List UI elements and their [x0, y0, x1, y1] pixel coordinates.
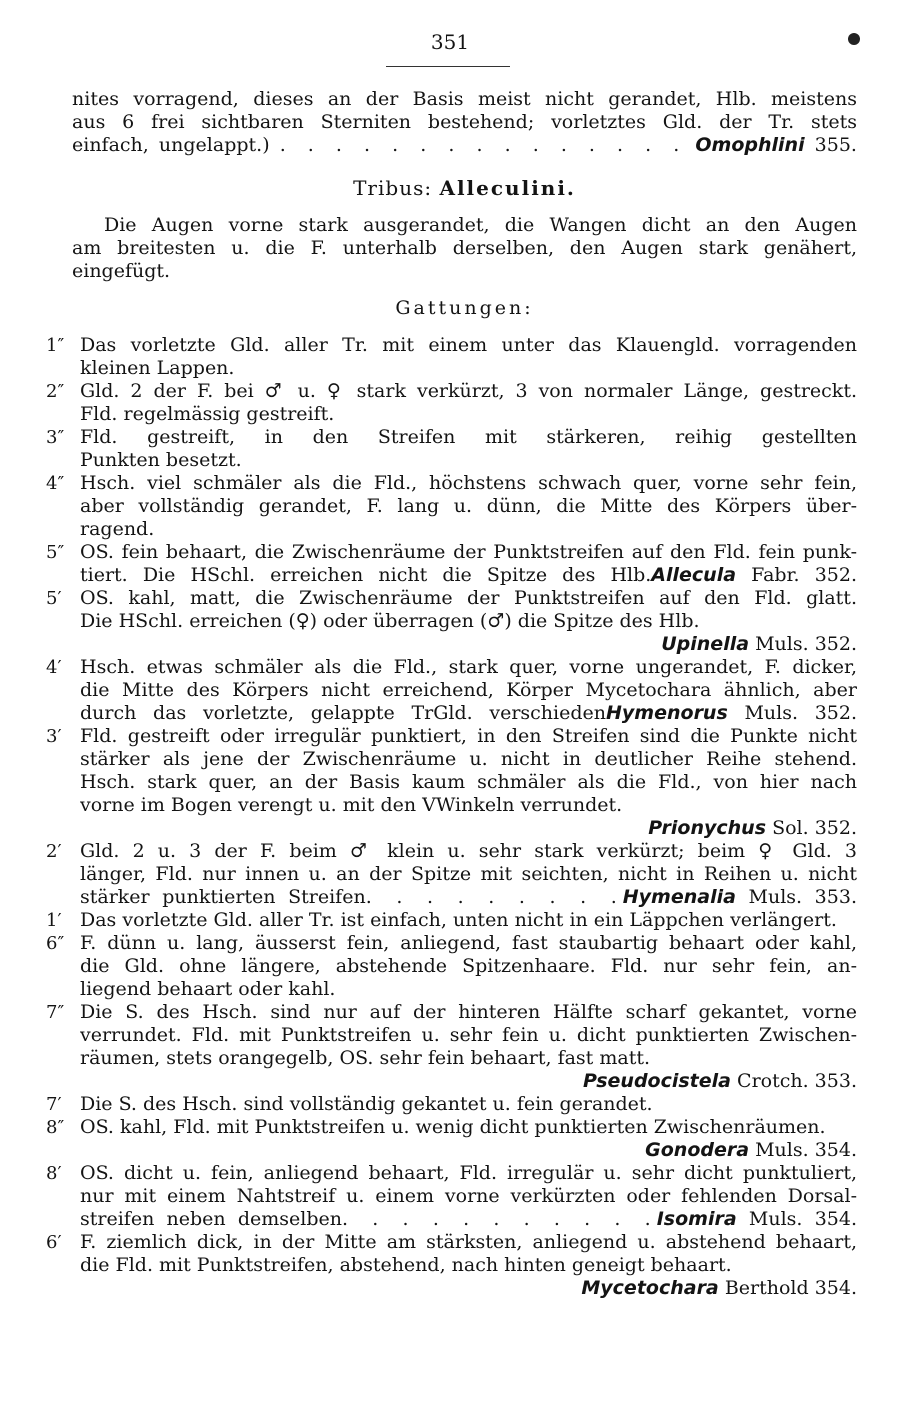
- key-text: [80, 932, 857, 1001]
- key-line: Hsch. etwas schmäler als die Fld., stark quer, vorne ungerandet, F. dicker,: [80, 656, 857, 678]
- key-number: 4″: [46, 473, 65, 494]
- key-entry: [46, 725, 857, 840]
- key-text: [80, 1231, 857, 1300]
- key-entries: [46, 334, 857, 1300]
- key-line: Hsch. viel schmäler als die Fld., höchstens schwach quer, vorne sehr fein,: [80, 472, 857, 494]
- genus-line: [80, 817, 857, 840]
- key-text: [80, 725, 857, 840]
- key-text: [80, 1162, 857, 1231]
- key-number: 8′: [46, 1163, 62, 1184]
- key-line-text: stärker punktierten Streifen: [80, 886, 366, 908]
- genus-name: Mycetochara: [581, 1277, 719, 1299]
- key-line: Fld. regelmässig gestreift.: [80, 403, 335, 425]
- tribus-label: Tribus:: [353, 177, 433, 200]
- genus-line: [80, 1139, 857, 1162]
- key-entry: [46, 472, 857, 541]
- key-line: Das vorletzte Gld. aller Tr. mit einem unter das Klauengld. vorragenden: [80, 334, 857, 356]
- key-number: 5′: [46, 588, 62, 609]
- intro-line: aus 6 frei sichtbaren Sterniten bestehend; vorletztes Gld. der Tr. stets: [72, 111, 857, 133]
- page-number-rule: [386, 66, 510, 67]
- key-entry: [46, 426, 857, 472]
- key-number: 3″: [46, 427, 65, 448]
- key-entry: [46, 541, 857, 587]
- key-text: [80, 840, 857, 909]
- key-line: Das vorletzte Gld. aller Tr. ist einfach, unten nicht in ein Läppchen verlängert.: [80, 909, 837, 931]
- key-text: [80, 334, 857, 380]
- description-line: eingefügt.: [72, 260, 171, 282]
- key-text: [80, 1001, 857, 1093]
- key-entry: [46, 932, 857, 1001]
- genus-name: Isomira: [656, 1208, 737, 1230]
- leader-dots: . . . . . . . . . . .: [342, 1208, 657, 1230]
- page-ref: Crotch. 353.: [737, 1070, 857, 1092]
- page-ref: Muls. 354.: [755, 1139, 857, 1161]
- leader-dots: . . . . . . . . .: [365, 886, 623, 908]
- key-text: [80, 380, 857, 426]
- key-number: 3′: [46, 726, 62, 747]
- key-entry: [46, 909, 857, 932]
- key-entry: [46, 656, 857, 725]
- genus-name: Gonodera: [645, 1139, 750, 1161]
- key-number: 7″: [46, 1002, 65, 1023]
- tribus-heading: [72, 177, 857, 200]
- key-text: [80, 541, 857, 587]
- key-line: länger, Fld. nur innen u. an der Spitze mit seichten, nicht in Reihen u. nicht: [80, 863, 857, 885]
- key-line: Hsch. stark quer, an der Basis kaum schmäler als die Fld., von hier nach: [80, 771, 857, 793]
- genus-line: [80, 633, 857, 656]
- key-number: 2′: [46, 841, 62, 862]
- key-line: liegend behaart oder kahl.: [80, 978, 336, 1000]
- key-line: Gld. 2 der F. bei ♂ u. ♀ stark verkürzt, 3 von normaler Länge, gestreckt.: [80, 380, 857, 402]
- genus-name: Pseudocistela: [582, 1070, 731, 1092]
- page-ref: Sol. 352.: [772, 817, 857, 839]
- key-number: 1′: [46, 910, 62, 931]
- genus-name: Upinella: [661, 633, 750, 655]
- genus-line: [80, 1277, 857, 1300]
- key-number: 7′: [46, 1094, 62, 1115]
- tribus-name: Alleculini.: [439, 177, 576, 200]
- key-line: räumen, stets orangegelb, OS. sehr fein behaart, fast matt.: [80, 1047, 651, 1069]
- page-ref: Muls. 352.: [755, 633, 857, 655]
- key-line: OS. fein behaart, die Zwischenräume der Punktstreifen auf den Fld. fein punk-: [80, 541, 857, 563]
- genus-name: Hymenalia: [622, 886, 736, 908]
- genus-line: [80, 1070, 857, 1093]
- key-number: 5″: [46, 542, 65, 563]
- key-line: F. ziemlich dick, in der Mitte am stärksten, anliegend u. abstehend behaart,: [80, 1231, 857, 1253]
- page-ref: 355.: [814, 134, 857, 156]
- key-number: 2″: [46, 381, 65, 402]
- genus-name: Prionychus: [648, 817, 767, 839]
- key-line: Die HSchl. erreichen (♀) oder überragen (♂) die Spitze des Hlb.: [80, 610, 700, 632]
- key-line: ragend.: [80, 518, 155, 540]
- description-line: am breitesten u. die F. unterhalb derselben, den Augen stark genähert,: [72, 237, 857, 259]
- gattungen-heading: Gattungen:: [395, 297, 534, 319]
- key-text: [80, 426, 857, 472]
- key-line: verrundet. Fld. mit Punktstreifen u. sehr fein u. dicht punktierten Zwischen-: [80, 1024, 857, 1046]
- key-line-with-genus: [80, 564, 857, 587]
- key-text: [80, 1116, 857, 1162]
- key-line-with-genus: [80, 1208, 857, 1231]
- key-line: OS. kahl, matt, die Zwischenräume der Punktstreifen auf den Fld. glatt.: [80, 587, 857, 609]
- page-number: 351: [430, 30, 470, 54]
- key-text: [80, 1093, 857, 1116]
- key-text: [80, 472, 857, 541]
- page-ref: Muls. 353.: [748, 886, 857, 908]
- key-line: stärker als jene der Zwischenräume u. nicht in deutlicher Reihe stehend.: [80, 748, 857, 770]
- genus-name: Omophlini: [695, 134, 805, 156]
- key-line: kleinen Lappen.: [80, 357, 235, 379]
- key-line: Fld. gestreift oder irregulär punktiert, in den Streifen sind die Punkte nicht: [80, 725, 857, 747]
- key-entry: [46, 1116, 857, 1162]
- key-line: F. dünn u. lang, äusserst fein, anliegend, fast staubartig behaart oder kahl,: [80, 932, 857, 954]
- key-entry: [46, 587, 857, 656]
- key-line: die Gld. ohne längere, abstehende Spitzenhaare. Fld. nur sehr fein, an-: [80, 955, 857, 977]
- key-entry: [46, 1231, 857, 1300]
- leader-dots: . . . . . . . . . . . . . . .: [279, 134, 686, 156]
- page-ref: Fabr. 352.: [751, 564, 857, 586]
- key-line-text: tiert. Die HSchl. erreichen nicht die Spitze des Hlb.: [80, 564, 652, 586]
- intro-block: [72, 88, 857, 157]
- key-number: 1″: [46, 335, 65, 356]
- key-line-with-genus: [80, 886, 857, 909]
- key-line-with-genus: [80, 702, 857, 725]
- key-entry: [46, 380, 857, 426]
- intro-last-line: [72, 134, 857, 157]
- key-line: Die S. des Hsch. sind vollständig gekantet u. fein gerandet.: [80, 1093, 653, 1115]
- page-ref: Berthold 354.: [724, 1277, 857, 1299]
- genus-name: Allecula: [651, 564, 737, 586]
- key-line: die Mitte des Körpers nicht erreichend, Körper Mycetochara ähnlich, aber: [80, 679, 857, 701]
- key-line: aber vollständig gerandet, F. lang u. dünn, die Mitte des Körpers über-: [80, 495, 857, 517]
- key-line: OS. kahl, Fld. mit Punktstreifen u. wenig dicht punktierten Zwischenräumen.: [80, 1116, 826, 1138]
- tribus-description: [72, 214, 857, 283]
- key-entry: [46, 334, 857, 380]
- page-ref: Muls. 354.: [748, 1208, 857, 1230]
- key-entry: [46, 1001, 857, 1093]
- key-text: [80, 909, 857, 932]
- key-line: nur mit einem Nahtstreif u. einem vorne verkürzten oder fehlenden Dorsal-: [80, 1185, 857, 1207]
- key-line: Gld. 2 u. 3 der F. beim ♂ klein u. sehr stark verkürzt; beim ♀ Gld. 3: [80, 840, 857, 862]
- key-line: vorne im Bogen verengt u. mit den VWinkeln verrundet.: [80, 794, 623, 816]
- ink-spot: [848, 33, 860, 45]
- key-line-text: streifen neben demselben: [80, 1208, 343, 1230]
- genus-name: Hymenorus: [606, 702, 728, 724]
- description-line: Die Augen vorne stark ausgerandet, die Wangen dicht an den Augen: [104, 214, 857, 236]
- key-entry: [46, 1162, 857, 1231]
- key-number: 6′: [46, 1232, 62, 1253]
- intro-line: nites vorragend, dieses an der Basis meist nicht gerandet, Hlb. meistens: [72, 88, 857, 110]
- key-number: 6″: [46, 933, 65, 954]
- page-ref: Muls. 352.: [744, 702, 857, 724]
- key-line: Punkten besetzt.: [80, 449, 242, 471]
- key-line: die Fld. mit Punktstreifen, abstehend, nach hinten geneigt behaart.: [80, 1254, 732, 1276]
- key-number: 8″: [46, 1117, 65, 1138]
- key-line-text: durch das vorletzte, gelappte TrGld. verschieden: [80, 702, 607, 724]
- key-number: 4′: [46, 657, 62, 678]
- key-text: [80, 656, 857, 725]
- key-line: Fld. gestreift, in den Streifen mit stärkeren, reihig gestellten: [80, 426, 857, 448]
- intro-last-text: einfach, ungelappt.): [72, 134, 270, 156]
- key-entry: [46, 840, 857, 909]
- key-line: OS. dicht u. fein, anliegend behaart, Fld. irregulär u. sehr dicht punktuliert,: [80, 1162, 857, 1184]
- key-text: [80, 587, 857, 656]
- key-entry: [46, 1093, 857, 1116]
- page-body: [46, 88, 857, 1300]
- key-line: Die S. des Hsch. sind nur auf der hinteren Hälfte scharf gekantet, vorne: [80, 1001, 857, 1023]
